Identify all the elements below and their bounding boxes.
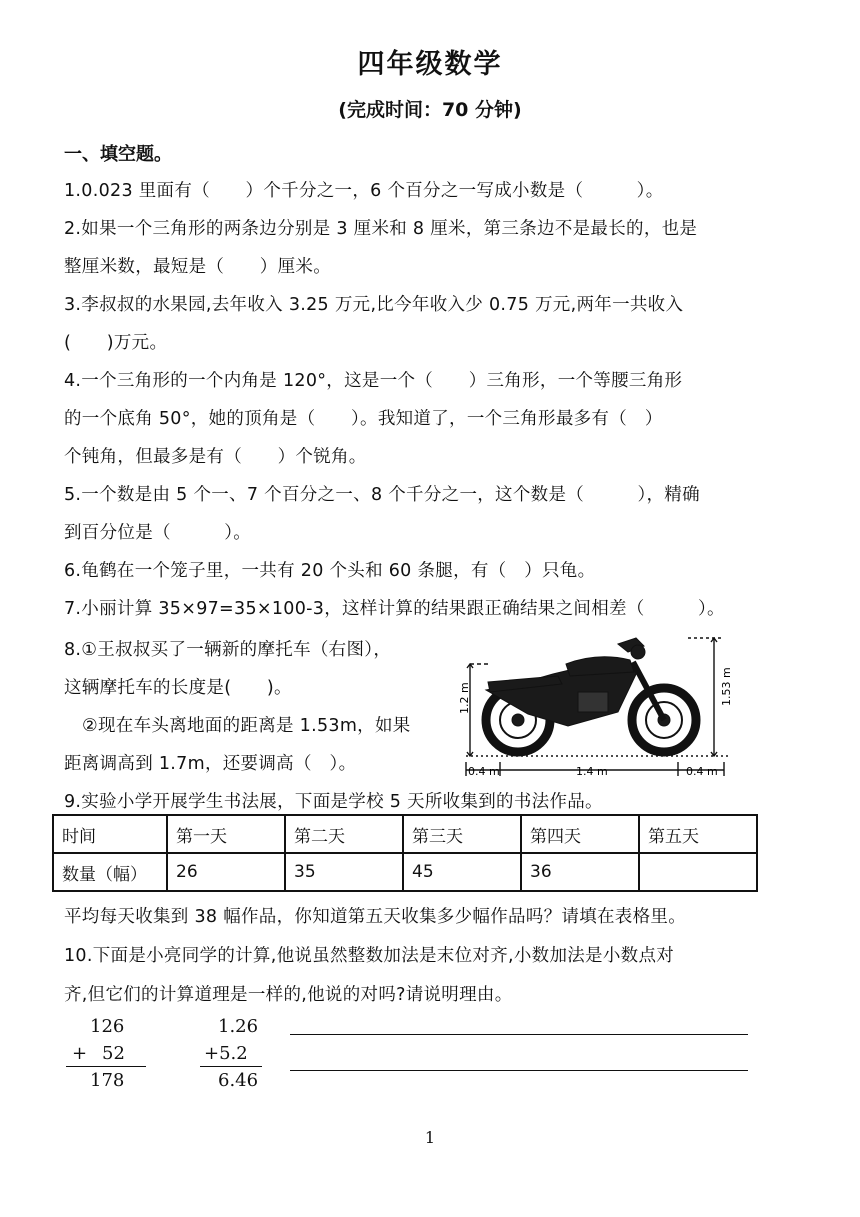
table-cell: 第四天 <box>521 815 639 853</box>
table-row <box>53 853 757 891</box>
motorcycle-figure <box>458 622 748 782</box>
question-8-line-3: ②现在车头离地面的距离是 1.53m，如果 <box>82 716 411 736</box>
table-cell: 第三天 <box>403 815 521 853</box>
calc2-operand-a: 1.26 <box>218 1016 259 1037</box>
table-cell: 45 <box>403 853 521 891</box>
length-label-front: 0.4 m <box>468 765 500 778</box>
motorcycle-icon <box>486 638 696 752</box>
question-9-note: 平均每天收集到 38 幅作品，你知道第五天收集多少幅作品吗？请填在表格里。 <box>64 907 686 927</box>
calligraphy-table <box>52 814 758 892</box>
question-2-line-2: 整厘米数，最短是（ ）厘米。 <box>64 257 331 277</box>
height-label-2: 1.53 m <box>720 667 733 706</box>
calc1-operator: + <box>72 1043 88 1064</box>
table-cell-answer[interactable] <box>639 853 757 891</box>
question-2-line-1: 2.如果一个三角形的两条边分别是 3 厘米和 8 厘米，第三条边不是最长的，也是 <box>64 219 698 239</box>
question-7: 7.小丽计算 35×97=35×100-3，这样计算的结果跟正确结果之间相差（ ）。 <box>64 599 725 619</box>
question-6: 6.龟鹤在一个笼子里，一共有 20 个头和 60 条腿，有（ ）只龟。 <box>64 561 596 581</box>
length-label-middle: 1.4 m <box>576 765 608 778</box>
question-9: 9.实验小学开展学生书法展，下面是学校 5 天所收集到的书法作品。 <box>64 792 603 812</box>
question-4-line-3: 个钝角，但最多是有（ ）个锐角。 <box>64 447 367 467</box>
table-cell: 第二天 <box>285 815 403 853</box>
page-number: 1 <box>424 1128 436 1147</box>
question-10-line-2: 齐,但它们的计算道理是一样的,他说的对吗?请说明理由。 <box>64 985 513 1005</box>
table-cell: 数量（幅） <box>53 853 167 891</box>
answer-line-1[interactable] <box>290 1034 748 1035</box>
calc2-result: 6.46 <box>218 1070 259 1091</box>
calc1-result: 178 <box>90 1070 125 1091</box>
question-5-line-2: 到百分位是（ ）。 <box>64 523 252 543</box>
question-5-line-1: 5.一个数是由 5 个一、7 个百分之一、8 个千分之一，这个数是（ ），精确 <box>64 485 700 505</box>
section-heading: 一、填空题。 <box>64 144 172 165</box>
page-title: 四年级数学 <box>357 49 503 80</box>
calc1-sum-line <box>66 1066 146 1067</box>
table-header-row <box>53 815 757 853</box>
height-label-1: 1.2 m <box>458 682 471 714</box>
question-10-line-1: 10.下面是小亮同学的计算,他说虽然整数加法是末位对齐,小数加法是小数点对 <box>64 946 675 966</box>
question-4-line-1: 4.一个三角形的一个内角是 120°，这是一个（ ）三角形，一个等腰三角形 <box>64 371 683 391</box>
calc2-operand-b: +5.2 <box>204 1043 248 1064</box>
table-cell: 35 <box>285 853 403 891</box>
question-4-line-2: 的一个底角 50°，她的顶角是（ ）。我知道了，一个三角形最多有（ ） <box>64 409 663 429</box>
question-1: 1.0.023 里面有（ ）个千分之一，6 个百分之一写成小数是（ ）。 <box>64 181 664 201</box>
table-cell: 第一天 <box>167 815 285 853</box>
question-3-line-1: 3.李叔叔的水果园,去年收入 3.25 万元,比今年收入少 0.75 万元,两年一共收入 <box>64 295 684 315</box>
table-cell: 时间 <box>53 815 167 853</box>
page-subtitle: (完成时间：70 分钟) <box>338 99 522 121</box>
table-cell: 36 <box>521 853 639 891</box>
question-8-line-1: 8.①王叔叔买了一辆新的摩托车（右图）， <box>64 640 392 660</box>
length-label-rear: 0.4 m <box>686 765 718 778</box>
table-cell: 26 <box>167 853 285 891</box>
calc1-operand-b: 52 <box>102 1043 125 1064</box>
table-cell: 第五天 <box>639 815 757 853</box>
question-8-line-4: 距离调高到 1.7m，还要调高（ ）。 <box>64 754 357 774</box>
calc1-operand-a: 126 <box>90 1016 125 1037</box>
calc2-sum-line <box>200 1066 262 1067</box>
question-8-line-2: 这辆摩托车的长度是( )。 <box>64 678 292 698</box>
answer-line-2[interactable] <box>290 1070 748 1071</box>
question-3-line-2: ( )万元。 <box>64 333 168 353</box>
